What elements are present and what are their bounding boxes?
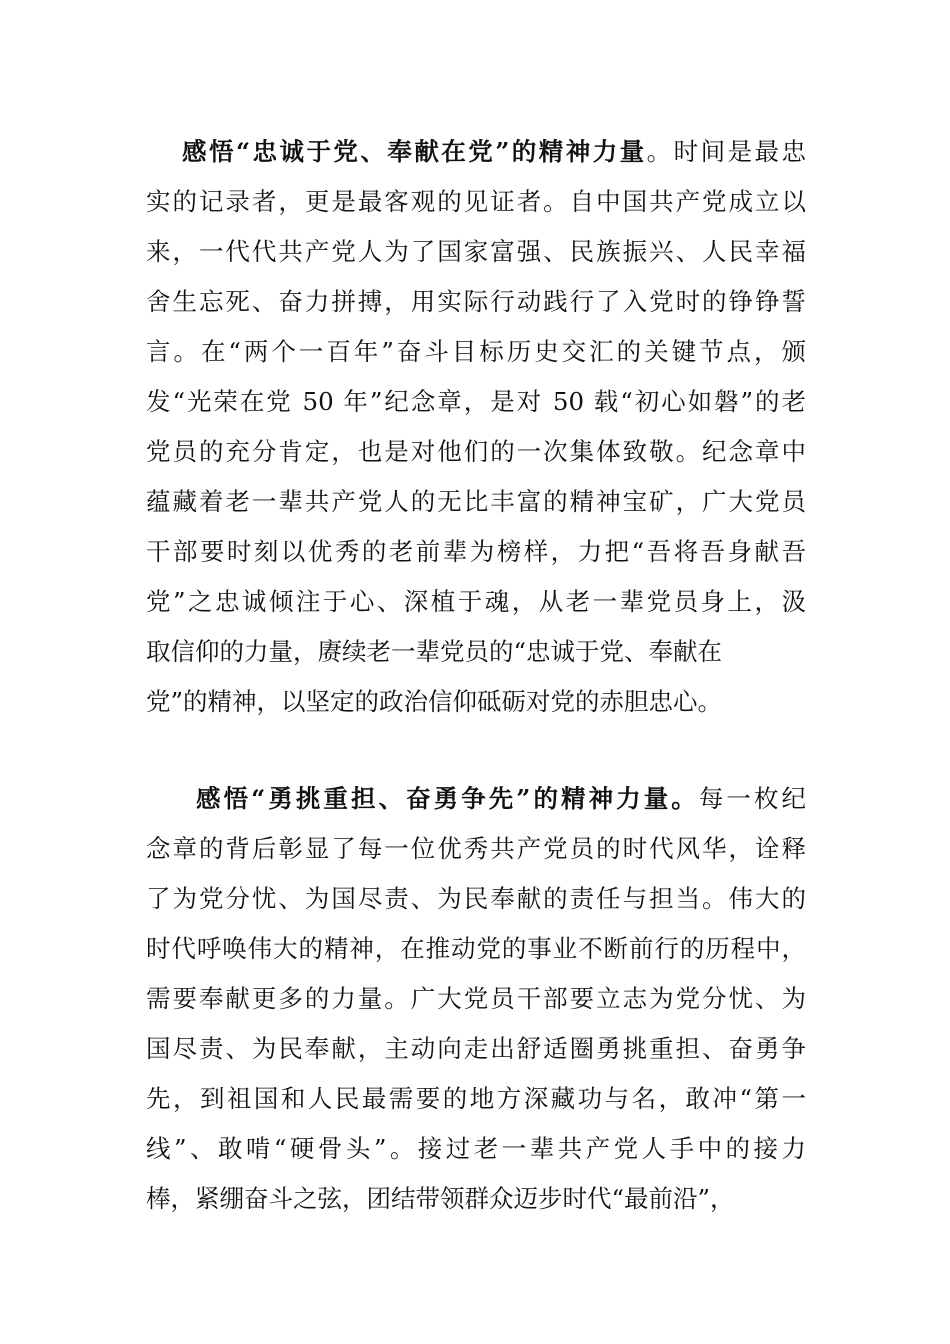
paragraph-first-line xyxy=(146,127,806,177)
paragraph-loyalty xyxy=(146,127,806,727)
paragraph-line: 棒，紧绷奋斗之弦，团结带领群众迈步时代“最前沿”， xyxy=(146,1184,735,1213)
paragraph-first-line xyxy=(146,774,806,824)
paragraph-line: 念章的背后彰显了每一位优秀共产党员的时代风华，诠释 xyxy=(146,834,806,863)
paragraph-line: 实的记录者，更是最客观的见证者。自中国共产党成立以 xyxy=(146,187,806,216)
paragraph-line: 党”的精神，以坚定的政治信仰砥砺对党的赤胆忠心。 xyxy=(146,687,723,716)
paragraph-text: 每一枚纪 xyxy=(698,784,807,813)
paragraph-line: 党员的充分肯定，也是对他们的一次集体致敬。纪念章中 xyxy=(146,437,806,466)
paragraph-line: 需要奉献更多的力量。广大党员干部要立志为党分忧、为 xyxy=(146,984,806,1013)
paragraph-responsibility xyxy=(146,774,806,1224)
paragraph-heading: 感悟“勇挑重担、奋勇争先”的精神力量。 xyxy=(196,784,699,813)
paragraph-line: 线”、敢啃“硬骨头”。接过老一辈共产党人手中的接力 xyxy=(146,1134,806,1163)
paragraph-line: 取信仰的力量，赓续老一辈党员的“忠诚于党、奉献在 xyxy=(146,637,723,666)
paragraph-line: 了为党分忧、为国尽责、为民奉献的责任与担当。伟大的 xyxy=(146,884,806,913)
paragraph-text: 。时间是最忠 xyxy=(646,137,807,166)
paragraph-heading: 感悟“忠诚于党、奉献在党”的精神力量 xyxy=(182,137,647,166)
paragraph-line: 舍生忘死、奋力拼搏，用实际行动践行了入党时的铮铮誓 xyxy=(146,287,806,316)
paragraph-line: 言。在“两个一百年”奋斗目标历史交汇的关键节点，颁 xyxy=(146,337,806,366)
paragraph-line: 蕴藏着老一辈共产党人的无比丰富的精神宝矿，广大党员 xyxy=(146,487,806,516)
paragraph-line: 干部要时刻以优秀的老前辈为榜样，力把“吾将吾身献吾 xyxy=(146,537,806,566)
paragraph-line: 来，一代代共产党人为了国家富强、民族振兴、人民幸福 xyxy=(146,237,806,266)
paragraph-line: 时代呼唤伟大的精神，在推动党的事业不断前行的历程中， xyxy=(146,934,806,963)
paragraph-line: 党”之忠诚倾注于心、深植于魂，从老一辈党员身上，汲 xyxy=(146,587,806,616)
paragraph-line: 先，到祖国和人民最需要的地方深藏功与名，敢冲“第一 xyxy=(146,1084,806,1113)
paragraph-line: 发“光荣在党 50 年”纪念章，是对 50 载“初心如磐”的老 xyxy=(146,387,806,416)
paragraph-line: 国尽责、为民奉献，主动向走出舒适圈勇挑重担、奋勇争 xyxy=(146,1034,806,1063)
